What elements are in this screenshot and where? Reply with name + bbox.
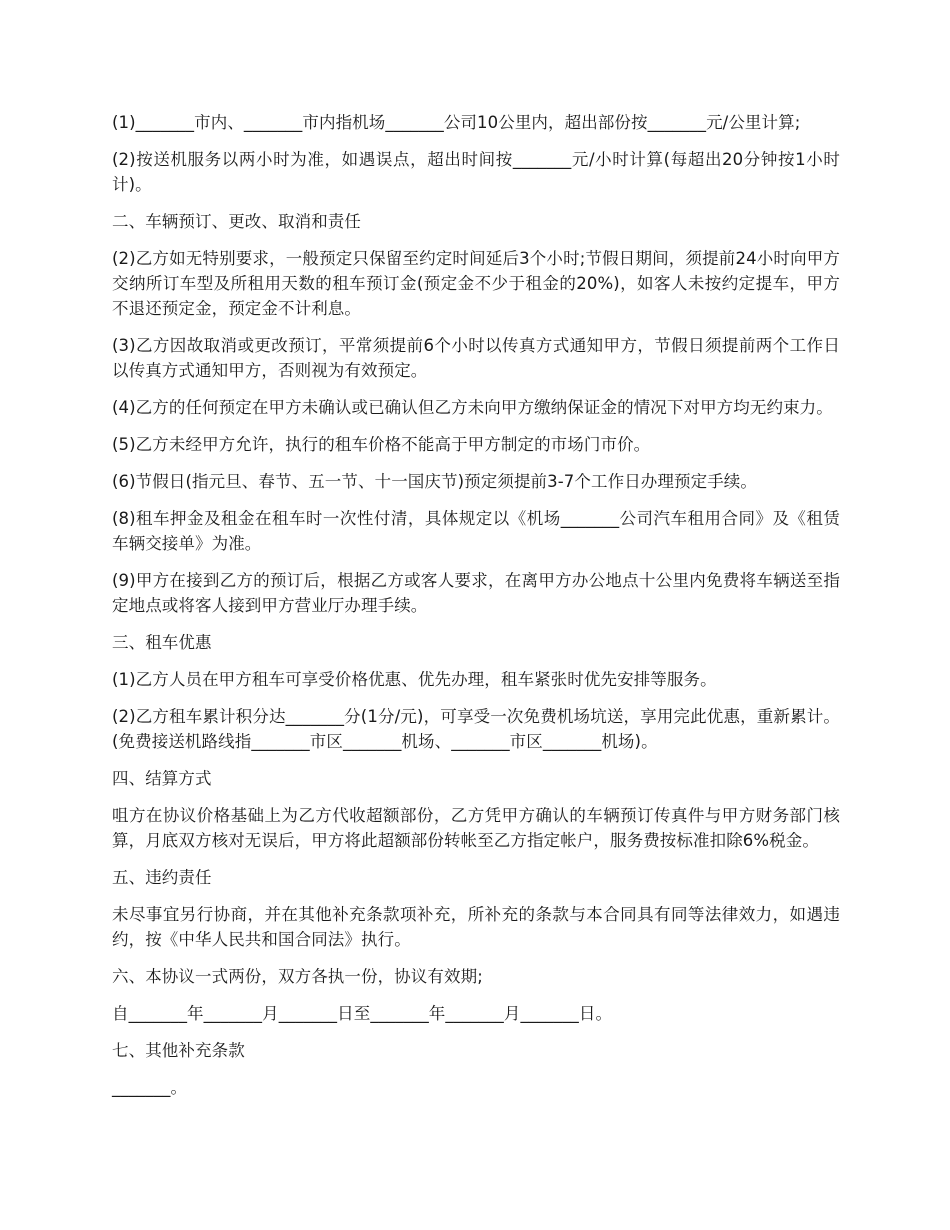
section-3-heading: 三、租车优惠 — [112, 633, 212, 652]
clause-3-1-priority: (1)乙方人员在甲方租车可享受价格优惠、优先办理，租车紧张时优先安排等服务。 — [112, 670, 717, 689]
section-5-heading: 五、违约责任 — [112, 868, 212, 887]
clause-2-5-pricing: (5)乙方未经甲方允许，执行的租车价格不能高于甲方制定的市场门市价。 — [112, 435, 651, 454]
supplementary-blank: _______。 — [112, 1078, 188, 1097]
section-5-liability-text: 未尽事宜另行协商，并在其他补充条款项补充，所补充的条款与本合同具有同等法律效力，如遇违约，按《中华人民共和国合同法》执行。 — [112, 905, 840, 949]
clause-2-4-binding: (4)乙方的任何预定在甲方未确认或已确认但乙方未向甲方缴纳保证金的情况下对甲方均无约束力。 — [112, 398, 833, 417]
section-7-heading: 七、其他补充条款 — [112, 1041, 245, 1060]
clause-2-3-cancellation: (3)乙方因故取消或更改预订，平常须提前6个小时以传真方式通知甲方，节假日须提前两个工作日以传真方式通知甲方，否则视为有效预定。 — [112, 336, 840, 380]
validity-period: 自_______年_______月_______日至_______年_______月_______日。 — [112, 1004, 613, 1023]
clause-2-6-holidays: (6)节假日(指元旦、春节、五一节、十一国庆节)预定须提前3-7个工作日办理预定手续。 — [112, 472, 757, 491]
document-body — [112, 110, 840, 1112]
clause-2-8-deposit: (8)租车押金及租金在租车时一次性付清，具体规定以《机场_______公司汽车租用合同》及《租赁车辆交接单》为准。 — [112, 509, 841, 553]
clause-3-2-points: (2)乙方租车累计积分达_______分(1分/元)，可享受一次免费机场坑送，享用完此优惠，重新累计。(免费接送机路线指_______市区_______机场、_______市区_______机场)。 — [112, 707, 840, 751]
clause-1-1-pickup-range: (1)_______市内、_______市内指机场_______公司10公里内，超出部份按_______元/公里计算; — [112, 113, 801, 132]
section-4-settlement-text: 咀方在协议价格基础上为乙方代收超额部份，乙方凭甲方确认的车辆预订传真件与甲方财务部门核算，月底双方核对无误后，甲方将此超额部份转帐至乙方指定帐户，服务费按标准扣除6%税金。 — [112, 806, 840, 850]
section-4-heading: 四、结算方式 — [112, 769, 212, 788]
clause-2-2-reservation-hold: (2)乙方如无特别要求，一般预定只保留至约定时间延后3个小时;节假日期间，须提前24小时向甲方交纳所订车型及所租用天数的租车预订金(预定金不少于租金的20%)，如客人未按约定提车，甲方不退还预定金，预定金不计利息。 — [112, 249, 840, 318]
section-2-heading: 二、车辆预订、更改、取消和责任 — [112, 212, 361, 231]
clause-1-2-airport-service: (2)按送机服务以两小时为准，如遇误点，超出时间按_______元/小时计算(每超出20分钟按1小时计)。 — [112, 150, 840, 194]
clause-2-9-delivery: (9)甲方在接到乙方的预订后，根据乙方或客人要求，在离甲方办公地点十公里内免费将车辆送至指定地点或将客人接到甲方营业厅办理手续。 — [112, 571, 840, 615]
section-6-copies: 六、本协议一式两份，双方各执一份，协议有效期; — [112, 967, 483, 986]
